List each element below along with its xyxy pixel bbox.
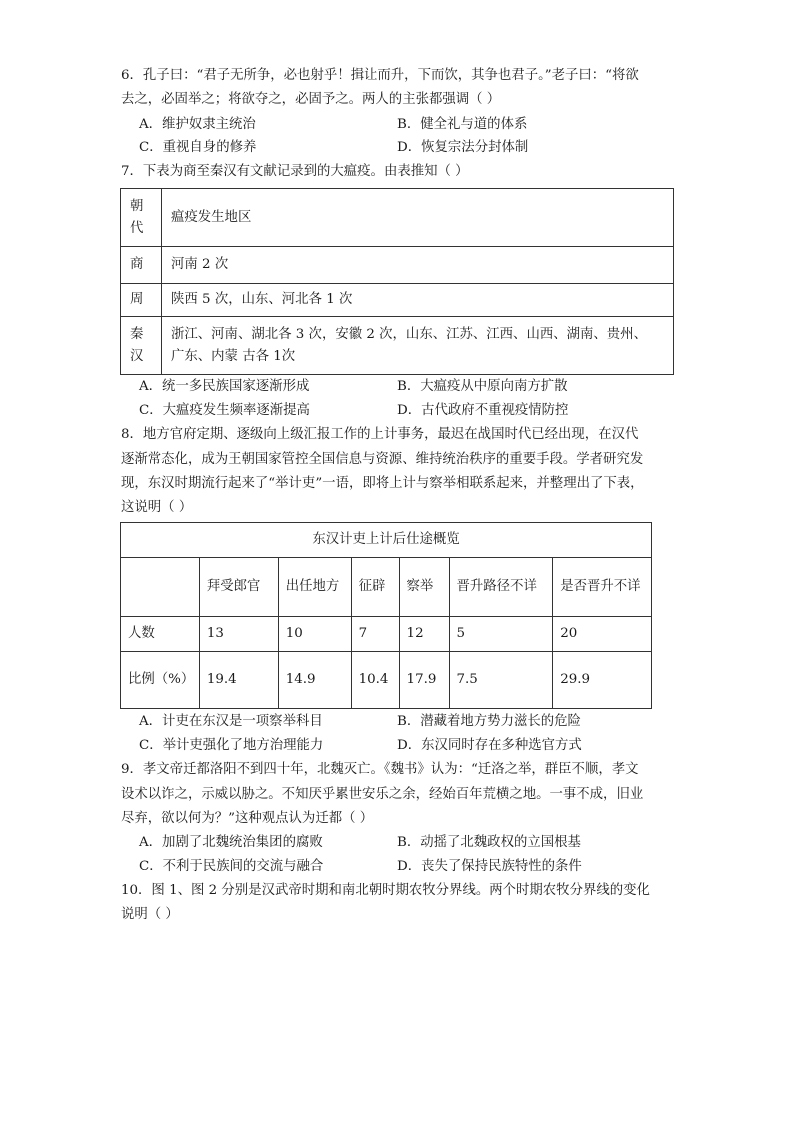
column-header: 是否晋升不详 — [553, 558, 652, 617]
q6-option-d[interactable]: D．恢复宗法分封体制 — [397, 140, 529, 155]
row-label: 比例（%） — [121, 652, 200, 709]
q8-option-a[interactable]: A．计吏在东汉是一项察举科目 — [139, 714, 323, 729]
row-label: 人数 — [121, 617, 200, 652]
table-caption: 东汉计吏上计后仕途概览 — [121, 523, 652, 558]
column-header: 征辟 — [351, 558, 399, 617]
column-header: 拜受郎官 — [199, 558, 278, 617]
q7-option-c[interactable]: C．大瘟疫发生频率逐渐提高 — [139, 403, 310, 418]
column-header — [121, 558, 200, 617]
q7-option-a[interactable]: A．统一多民族国家逐渐形成 — [139, 379, 310, 394]
q8-stem-line-3: 现，东汉时期流行起来了“举计吏”一语，即将上计与察举相联系起来，并整理出了下表， — [121, 476, 644, 491]
q6-stem-line-2: 去之，必固举之；将欲夺之，必固予之。两人的主张都强调（ ） — [121, 92, 501, 107]
table-cell: 19.4 — [199, 652, 278, 709]
column-header: 晋升路径不详 — [449, 558, 553, 617]
q9-option-b[interactable]: B．动摇了北魏政权的立国根基 — [397, 835, 581, 850]
row-region — [162, 247, 674, 284]
table-cell: 29.9 — [553, 652, 652, 709]
table-cell: 12 — [399, 617, 449, 652]
table-cell: 14.9 — [278, 652, 351, 709]
column-header: 察举 — [399, 558, 449, 617]
q7-option-b[interactable]: B．大瘟疫从中原向南方扩散 — [397, 379, 568, 394]
q8-stem-line-2: 逐渐常态化，成为王朝国家管控全国信息与资源、维持统治秩序的重要手段。学者研究发 — [121, 452, 644, 467]
table-cell: 10.4 — [351, 652, 399, 709]
table-cell: 5 — [449, 617, 553, 652]
q8-career-table — [120, 522, 652, 709]
table-row — [121, 284, 674, 317]
table-row — [121, 247, 674, 284]
table-cell: 10 — [278, 617, 351, 652]
row-region-line-1: 浙江、河南、湖北各 3 次，安徽 2 次，山东、江苏、江西、山西、湖南、贵州、 — [171, 326, 647, 342]
q8-stem-line-4: 这说明（ ） — [121, 500, 193, 515]
q9-option-c[interactable]: C．不利于民族间的交流与融合 — [139, 859, 324, 874]
q8-option-d[interactable]: D．东汉同时存在多种选官方式 — [397, 738, 582, 753]
q7-stem: 7．下表为商至秦汉有文献记录到的大瘟疫。由表推知（ ） — [121, 164, 469, 179]
table-cell: 17.9 — [399, 652, 449, 709]
table-cell: 13 — [199, 617, 278, 652]
row-region — [162, 317, 674, 375]
table-row — [121, 652, 652, 709]
column-header: 出任地方 — [278, 558, 351, 617]
row-region — [162, 284, 674, 317]
row-dynasty: 秦汉 — [121, 317, 162, 375]
q9-option-d[interactable]: D．丧失了保持民族特性的条件 — [397, 859, 582, 874]
table-header-row — [121, 558, 652, 617]
row-dynasty: 周 — [121, 284, 162, 317]
header-region: 瘟疫发生地区 — [162, 189, 674, 247]
q9-stem-line-1: 9．孝文帝迁都洛阳不到四十年，北魏灭亡。《魏书》认为：“迁洛之举，群臣不顺，孝文 — [121, 762, 639, 777]
table-cell: 7.5 — [449, 652, 553, 709]
table-cell: 7 — [351, 617, 399, 652]
row-dynasty: 商 — [121, 247, 162, 284]
q8-stem-line-1: 8．地方官府定期、逐级向上级汇报工作的上计事务，最迟在战国时代已经出现，在汉代 — [121, 427, 639, 442]
table-header-row — [121, 189, 674, 247]
q7-option-d[interactable]: D．古代政府不重视疫情防控 — [397, 403, 569, 418]
q10-stem-line-1: 10．图 1、图 2 分别是汉武帝时期和南北朝时期农牧分界线。两个时期农牧分界线的变化 — [121, 883, 650, 898]
q6-option-b[interactable]: B．健全礼与道的体系 — [397, 117, 528, 132]
header-dynasty: 朝代 — [121, 189, 162, 247]
q9-stem-line-2: 设术以诈之，示威以胁之。不知厌乎累世安乐之余，经始百年荒横之地。一事不成，旧业 — [121, 787, 644, 802]
table-cell: 20 — [553, 617, 652, 652]
q8-option-b[interactable]: B．潜藏着地方势力滋长的危险 — [397, 714, 581, 729]
q6-option-c[interactable]: C．重视自身的修养 — [139, 140, 257, 155]
q6-stem-line-1: 6．孔子曰：“君子无所争，必也射乎！揖让而升，下而饮，其争也君子。”老子曰：“将欲 — [121, 68, 639, 83]
q6-option-a[interactable]: A．维护奴隶主统治 — [139, 117, 256, 132]
q10-stem-line-2: 说明（ ） — [121, 907, 179, 922]
q9-stem-line-3: 尽弃，欲以何为？”这种观点认为迁都（ ） — [121, 811, 374, 826]
table-row — [121, 617, 652, 652]
q8-option-c[interactable]: C．举计吏强化了地方治理能力 — [139, 738, 324, 753]
row-region-line-2: 广东、内蒙 古各 1次 — [171, 348, 296, 364]
table-row — [121, 317, 674, 375]
q7-epidemic-table — [120, 188, 674, 375]
q9-option-a[interactable]: A．加剧了北魏统治集团的腐败 — [139, 835, 323, 850]
row-region-line-1: 河南 2 次 — [171, 257, 229, 272]
row-region-line-1: 陕西 5 次，山东、河北各 1 次 — [171, 292, 353, 307]
